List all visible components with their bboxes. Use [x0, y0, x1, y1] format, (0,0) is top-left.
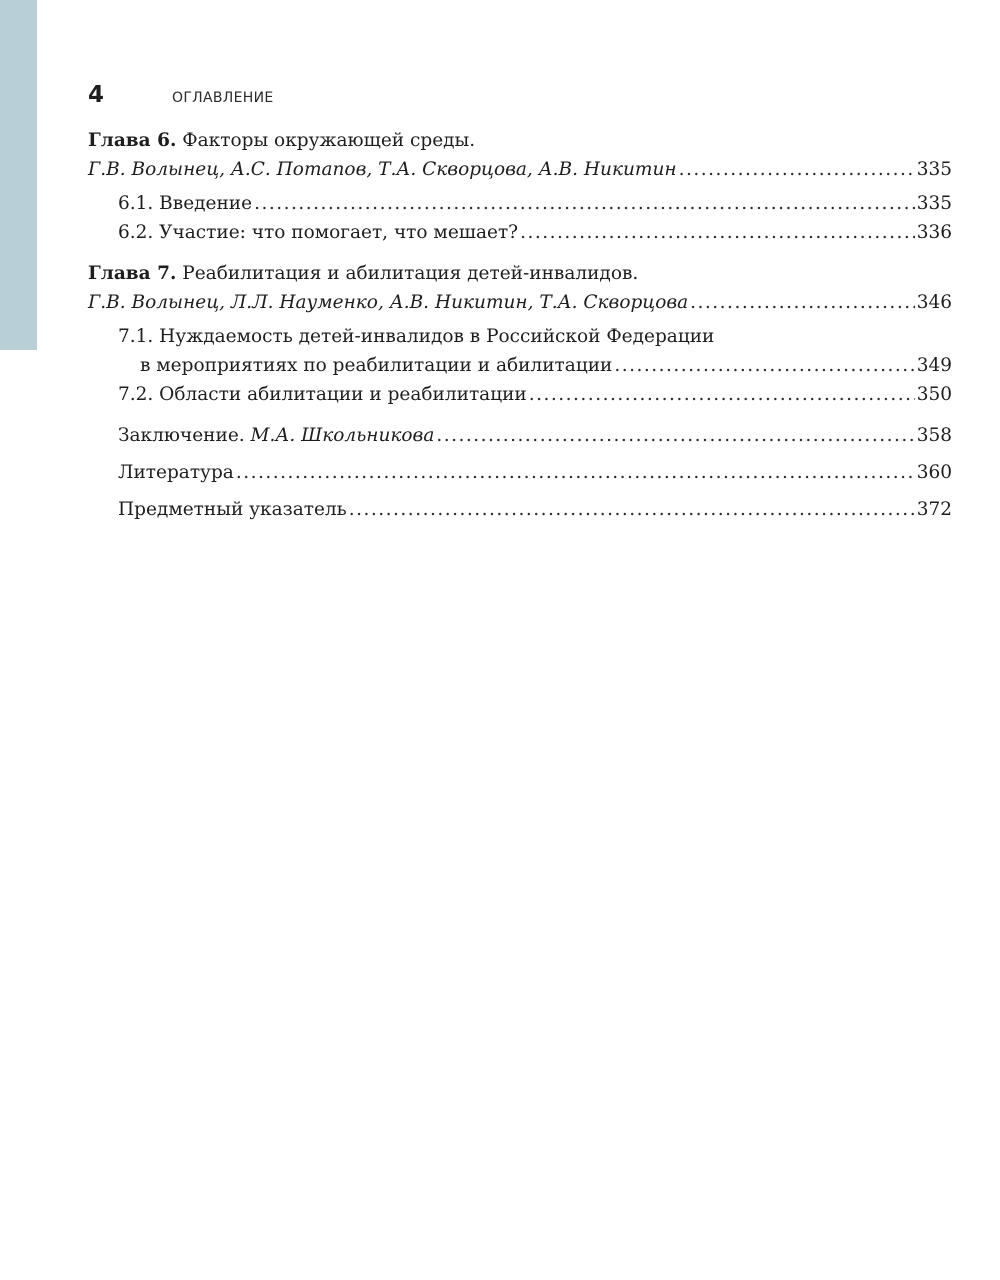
page-header: [88, 82, 274, 112]
chapter-6-page: 335: [916, 159, 952, 180]
toc-entry-index[interactable]: [88, 495, 952, 524]
section-6-2-page: 336: [916, 222, 952, 243]
dot-leader: [349, 495, 915, 524]
dot-leader: [679, 155, 915, 184]
chapter-7-title: Реабилитация и абилитация детей-инвалидов.: [176, 263, 639, 284]
side-color-strip: [0, 0, 37, 350]
toc-entry-6-1[interactable]: [88, 189, 952, 218]
literature-page: 360: [916, 462, 952, 483]
toc-entry-7-2[interactable]: [88, 380, 952, 409]
chapter-6-title: Факторы окружающей среды.: [176, 130, 476, 151]
dot-leader: [690, 288, 915, 317]
table-of-contents: [88, 126, 952, 524]
section-6-1-title: 6.1. Введение: [118, 193, 253, 214]
dot-leader: [520, 218, 915, 247]
section-7-1-title-line2: в мероприятиях по реабилитации и абилитации: [140, 355, 613, 376]
section-6-2-title: 6.2. Участие: что помогает, что мешает?: [118, 222, 519, 243]
index-page: 372: [916, 499, 952, 520]
chapter-6-heading[interactable]: [88, 126, 952, 155]
dot-leader: [236, 458, 915, 487]
chapter-7-heading[interactable]: [88, 259, 952, 288]
chapter-7-authors-line[interactable]: [88, 288, 952, 317]
conclusion-title: Заключение.: [118, 425, 251, 446]
chapter-7-authors: Г.В. Волынец, Л.Л. Науменко, А.В. Никитин, Т.А. Скворцова: [88, 292, 689, 313]
chapter-7-label: Глава 7.: [88, 263, 177, 284]
chapter-6-label: Глава 6.: [88, 130, 177, 151]
section-7-2-page: 350: [916, 384, 952, 405]
literature-title: Литература: [118, 462, 234, 483]
conclusion-page: 358: [916, 425, 952, 446]
toc-entry-6-2[interactable]: [88, 218, 952, 247]
conclusion-author: М.А. Школьникова: [250, 425, 435, 446]
chapter-6-authors-line[interactable]: [88, 155, 952, 184]
dot-leader: [614, 351, 914, 380]
section-7-1-page: 349: [916, 355, 952, 376]
dot-leader: [254, 189, 915, 218]
page-number: 4: [88, 82, 105, 108]
section-7-2-title: 7.2. Области абилитации и реабилитации: [118, 384, 527, 405]
toc-entry-7-1-line1[interactable]: [88, 322, 952, 351]
section-6-1-page: 335: [916, 193, 952, 214]
toc-entry-7-1-line2[interactable]: [88, 351, 952, 380]
dot-leader: [529, 380, 915, 409]
chapter-7-page: 346: [916, 292, 952, 313]
section-7-1-title-line1: 7.1. Нуждаемость детей-инвалидов в Российской Федерации: [118, 326, 715, 347]
chapter-6-authors: Г.В. Волынец, А.С. Потапов, Т.А. Скворцова, А.В. Никитин: [88, 159, 677, 180]
running-title: ОГЛАВЛЕНИЕ: [172, 90, 274, 106]
dot-leader: [436, 421, 914, 450]
index-title: Предметный указатель: [118, 499, 347, 520]
toc-entry-conclusion[interactable]: [88, 421, 952, 450]
toc-entry-literature[interactable]: [88, 458, 952, 487]
conclusion-title-group: [118, 421, 434, 450]
